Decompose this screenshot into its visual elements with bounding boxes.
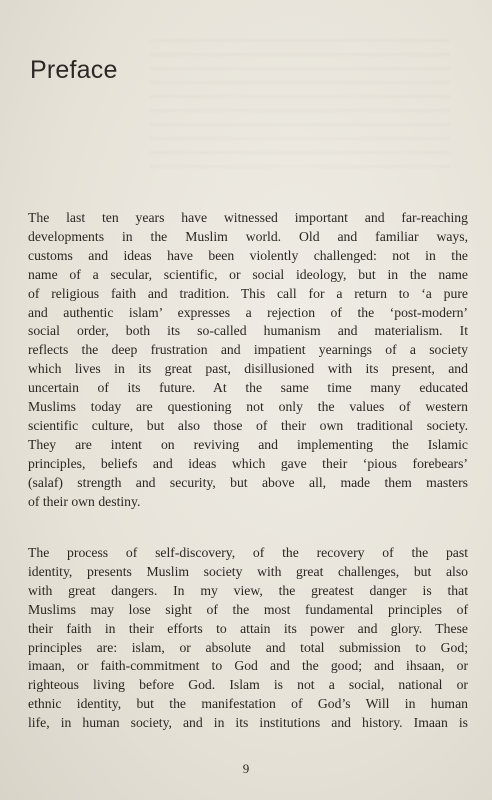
page-title: Preface (30, 56, 118, 84)
text-line: righteous living before God. Islam is not a social, national or (28, 677, 468, 693)
text-line: customs and ideas have been violently challenged: not in the (28, 247, 468, 263)
text-line: developments in the Muslim world. Old and familiar ways, (28, 228, 468, 244)
text-line: name of a secular, scientific, or social ideology, but in the name (28, 266, 468, 282)
text-line: of religious faith and tradition. This call for a return to ‘a pure (28, 285, 468, 301)
show-through-text (150, 40, 450, 180)
text-line: reflects the deep frustration and impatient yearnings of a society (28, 342, 468, 358)
text-line: The process of self-discovery, of the recovery of the past (28, 545, 468, 560)
text-line: uncertain of its future. At the same time many educated (28, 380, 468, 396)
page-number: 9 (242, 761, 250, 776)
text-line: (salaf) strength and security, but above all, made them masters (28, 474, 468, 490)
text-line: Muslims may lose sight of the most fundamental principles of (28, 601, 468, 617)
paragraph-1 (28, 209, 468, 512)
text-line: their faith in their efforts to attain its power and glory. These (28, 620, 468, 636)
text-line: Muslims today are questioning not only the values of western (28, 399, 468, 415)
text-line: of their own destiny. (28, 493, 141, 509)
text-line: ethnic identity, but the manifestation of God’s Will in human (28, 696, 468, 712)
text-line: identity, presents Muslim society with great challenges, but also (28, 563, 468, 579)
text-line: and authentic islam’ expresses a rejection of the ‘post-modern’ (28, 304, 468, 320)
text-line: imaan, or faith-commitment to God and the good; and ihsaan, or (28, 658, 468, 674)
text-line: with great dangers. In my view, the greatest danger is that (28, 582, 468, 598)
text-line: principles are: islam, or absolute and total submission to God; (28, 639, 468, 655)
text-line: life, in human society, and in its institutions and history. Imaan is (28, 715, 468, 731)
text-line: social order, both its so-called humanism and materialism. It (28, 323, 468, 339)
text-line: principles, beliefs and ideas which gave their ‘pious forebears’ (28, 455, 468, 471)
text-line: scientific culture, but also those of their own traditional society. (28, 417, 468, 433)
text-line: The last ten years have witnessed important and far-reaching (28, 210, 468, 225)
text-line: They are intent on reviving and implementing the Islamic (28, 436, 468, 452)
text-line: which lives in its great past, disillusioned with its present, and (28, 361, 468, 377)
paragraph-2 (28, 544, 468, 733)
